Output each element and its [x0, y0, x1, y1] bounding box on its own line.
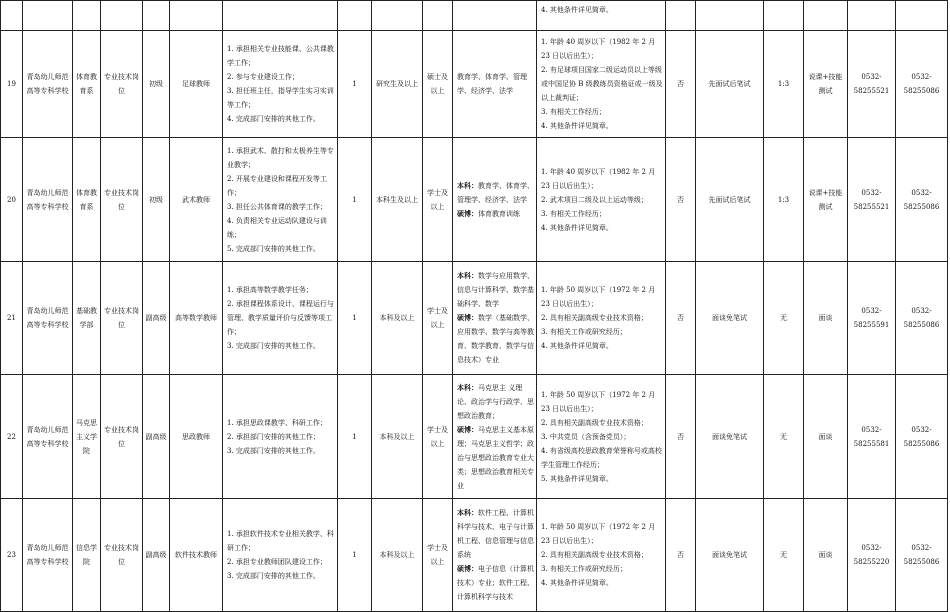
exam-mode: 先面试后笔试 — [696, 138, 764, 262]
table-row — [1, 262, 948, 375]
requirement-line: 4. 其他条件详见简章。 — [541, 122, 613, 130]
requirement-line: 3. 有相关工作经历； — [541, 108, 606, 116]
post-category: 专业技术岗位 — [101, 499, 143, 612]
row-number: 19 — [1, 31, 23, 138]
requirement-line: 4. 其他条件详见简章。 — [541, 342, 613, 350]
duties-cell — [223, 375, 338, 499]
post-name: 武术教师 — [170, 138, 223, 262]
requirement-line: 4. 其他条件详见简章。 — [541, 6, 613, 14]
requirement-line: 1. 年龄 50 周岁以下（1972 年 2 月 23 日以后出生）； — [541, 390, 656, 413]
post-name: 思政教师 — [170, 375, 223, 499]
major-text: 教育学、体育学、管理学、经济学、法学 — [457, 73, 527, 95]
post-name: 软件技术教师 — [170, 499, 223, 612]
post-level: 初级 — [143, 138, 170, 262]
duty-line: 2. 承担课程体系设计、课程运行与管理、教学质量评价与反馈等项工作； — [227, 300, 334, 336]
duties-cell — [223, 138, 338, 262]
requirements-cell — [537, 499, 666, 612]
interview-form: 面谈 — [804, 499, 848, 612]
education: 本科及以上 — [372, 499, 423, 612]
major-cell — [453, 31, 537, 138]
major-grad-label: 硕博： — [457, 564, 478, 573]
requirements-cell — [537, 31, 666, 138]
duty-line: 3. 完成部门安排的其他工作。 — [227, 572, 320, 580]
major-grad-text: 数学（基础数学、应用数学、数学与高等教育、数学教育、数学与信息技术）专业 — [457, 314, 534, 364]
requirement-line: 3. 有相关工作或研究经历； — [541, 328, 627, 336]
department: 马克思主义学院 — [73, 375, 101, 499]
education: 本科及以上 — [372, 375, 423, 499]
requirements-cell — [537, 375, 666, 499]
employer-unit: 青岛幼儿师范高等专科学校 — [23, 138, 73, 262]
duty-line: 4. 负责相关专业运动队建设与训练； — [227, 216, 327, 239]
post-category: 专业技术岗位 — [101, 375, 143, 499]
interview-ratio: 无 — [764, 375, 804, 499]
post-level: 初级 — [143, 31, 170, 138]
education: 本科及以上 — [372, 262, 423, 375]
requirement-line: 3. 中共党员（含预备党员）； — [541, 432, 631, 441]
major-grad-text: 电子信息（计算机技术）专业；软件工程、计算机科学与技术 — [457, 565, 534, 601]
major-undergrad-text: 数学与应用数学、信息与计算科学、数学基础科学、数学 — [457, 272, 534, 308]
row-number: 21 — [1, 262, 23, 375]
major-cell — [453, 375, 537, 499]
requirements-cell — [537, 138, 666, 262]
post-category: 专业技术岗位 — [101, 138, 143, 262]
row-number: 23 — [1, 499, 23, 612]
interview-form: 面谈 — [804, 262, 848, 375]
major-grad-label: 硕博： — [457, 424, 478, 434]
duty-line: 3. 担任班主任，指导学生实习实训等工作； — [227, 87, 334, 109]
requirement-line: 4. 有省级高校思政教育荣誉称号或高校学生管理工作经历； — [541, 446, 662, 469]
supervise-phone: 0532-58255086 — [896, 375, 948, 499]
duty-line: 2. 开展专业建设和课程开发等工作； — [227, 174, 327, 197]
major-undergrad-label: 本科： — [457, 180, 478, 190]
duty-line: 2. 承担部门安排的其他工作； — [227, 432, 320, 441]
interview-form: 说课+技能测试 — [804, 138, 848, 262]
direct-assessment: 否 — [666, 375, 696, 499]
direct-assessment: 否 — [666, 499, 696, 612]
requirement-line: 4. 其他条件详见简章。 — [541, 579, 613, 587]
duties-cell — [223, 262, 338, 375]
department: 体育教育系 — [73, 31, 101, 138]
supervise-phone: 0532-58255086 — [896, 499, 948, 612]
duty-line: 3. 完成部门安排的其他工作。 — [227, 446, 320, 455]
employer-unit: 青岛幼儿师范高等专科学校 — [23, 262, 73, 375]
degree: 学士及以上 — [423, 499, 453, 612]
consult-phone: 0532-58255581 — [848, 375, 896, 499]
exam-mode: 面谈免笔试 — [696, 375, 764, 499]
requirement-line: 2. 武术项目二级及以上运动等级； — [541, 195, 648, 204]
major-undergrad-label: 本科： — [457, 382, 478, 392]
major-grad-label: 硕博： — [457, 208, 478, 218]
post-name: 足球教师 — [170, 31, 223, 138]
direct-assessment: 否 — [666, 262, 696, 375]
major-undergrad — [457, 269, 534, 311]
requirement-line: 1. 年龄 50 周岁以下（1972 年 2 月 23 日以后出生）； — [541, 523, 656, 545]
education: 本科生及以上 — [372, 138, 423, 262]
post-level: 副高级 — [143, 262, 170, 375]
requirement-line: 1. 年龄 40 周岁以下（1982 年 2 月 23 日以后出生）； — [541, 38, 656, 60]
direct-assessment: 否 — [666, 31, 696, 138]
requirement-line: 3. 有相关工作或研究经历； — [541, 565, 627, 573]
duty-line: 1. 承担武术、散打和太极养生等专业教学； — [227, 146, 334, 169]
major-cell — [453, 138, 537, 262]
major-grad — [457, 562, 534, 604]
table-row — [1, 375, 948, 499]
duty-line: 1. 承担思政课教学、科研工作； — [227, 418, 327, 427]
major-grad-label: 硕博： — [457, 313, 478, 322]
degree: 学士及以上 — [423, 375, 453, 499]
supervise-phone: 0532-58255086 — [896, 262, 948, 375]
exam-mode: 面谈免笔试 — [696, 499, 764, 612]
post-level: 副高级 — [143, 499, 170, 612]
hire-count: 1 — [338, 138, 372, 262]
requirement-line: 2. 具有相关副高级专业技术资格； — [541, 418, 648, 427]
consult-phone: 0532-58255591 — [848, 262, 896, 375]
major-undergrad-text: 马克思主 义理论、政治学与行政学、思想政治教育； — [457, 383, 534, 420]
duty-line: 3. 担任公共体育课的教学工作； — [227, 202, 327, 211]
duty-line: 1. 承担高等数学教学任务； — [227, 286, 313, 294]
table-row — [1, 138, 948, 262]
major-undergrad-text: 软件工程、计算机科学与技术、电子与计算机工程、信息管理与信息系统 — [457, 509, 534, 559]
hire-count: 1 — [338, 262, 372, 375]
interview-ratio: 无 — [764, 262, 804, 375]
major-undergrad — [457, 179, 534, 207]
major-undergrad — [457, 381, 534, 423]
post-category: 专业技术岗位 — [101, 31, 143, 138]
degree: 硕士及以上 — [423, 31, 453, 138]
duties-cell — [223, 31, 338, 138]
major-grad — [457, 423, 534, 493]
hire-count: 1 — [338, 375, 372, 499]
consult-phone: 0532-58255220 — [848, 499, 896, 612]
duties-cell — [223, 499, 338, 612]
department: 信息学院 — [73, 499, 101, 612]
requirement-line: 3. 有相关工作经历； — [541, 209, 606, 218]
exam-mode: 先面试后笔试 — [696, 31, 764, 138]
duty-line: 1. 承担相关专业技能课、公共课教学工作； — [227, 45, 334, 67]
department: 体育教育系 — [73, 138, 101, 262]
direct-assessment: 否 — [666, 138, 696, 262]
hire-count: 1 — [338, 499, 372, 612]
employer-unit: 青岛幼儿师范高等专科学校 — [23, 499, 73, 612]
requirement-line: 5. 其他条件详见简章。 — [541, 474, 613, 483]
major-grad-text: 体育教育训练 — [478, 209, 520, 218]
major-undergrad-label: 本科： — [457, 271, 478, 280]
requirement-line: 1. 年龄 50 周岁以下（1972 年 2 月 23 日以后出生）； — [541, 286, 656, 308]
requirement-line: 1. 年龄 40 周岁以下（1982 年 2 月 23 日以后出生）； — [541, 167, 656, 190]
interview-form: 面谈 — [804, 375, 848, 499]
major-undergrad-label: 本科： — [457, 508, 478, 517]
table-row-partial — [1, 1, 948, 31]
degree: 学士及以上 — [423, 138, 453, 262]
requirements-cell — [537, 262, 666, 375]
exam-mode: 面谈免笔试 — [696, 262, 764, 375]
major-grad — [457, 311, 534, 367]
consult-phone: 0532-58255521 — [848, 31, 896, 138]
table-row — [1, 499, 948, 612]
post-level: 副高级 — [143, 375, 170, 499]
requirement-line: 2. 有足球项目国家二级运动员以上等级或中国足协 B 级教练员资格证或一级及以上裁判证； — [541, 66, 663, 102]
duty-line: 3. 完成部门安排的其他工作。 — [227, 342, 320, 350]
interview-ratio: 1:3 — [764, 31, 804, 138]
requirement-line: 2. 具有相关副高级专业技术资格； — [541, 551, 648, 559]
row-number: 22 — [1, 375, 23, 499]
major-undergrad-text: 教育学、体育学、管理学、经济学、法学 — [457, 181, 534, 204]
post-name: 高等数学教师 — [170, 262, 223, 375]
requirement-line: 4. 其他条件详见简章。 — [541, 223, 613, 232]
row-number: 20 — [1, 138, 23, 262]
department: 基础教学部 — [73, 262, 101, 375]
hire-count: 1 — [338, 31, 372, 138]
employer-unit: 青岛幼儿师范高等专科学校 — [23, 375, 73, 499]
major-grad — [457, 207, 534, 221]
interview-ratio: 1:3 — [764, 138, 804, 262]
duty-line: 2. 承担专业教师团队建设工作； — [227, 558, 327, 566]
major-grad-text: 马克思主义基本原理；马克思主义哲学；政治与思想政治教育专业大类；思想政治教育相关专业 — [457, 425, 534, 490]
table-row — [1, 31, 948, 138]
duty-line: 5. 完成部门安排的其他工作。 — [227, 244, 320, 253]
degree: 学士及以上 — [423, 262, 453, 375]
requirement-line: 2. 具有相关副高级专业技术资格； — [541, 314, 648, 322]
supervise-phone: 0532-58255086 — [896, 31, 948, 138]
major-cell — [453, 499, 537, 612]
duty-line: 1. 承担软件技术专业相关教学、科研工作； — [227, 530, 334, 552]
duty-line: 4. 完成部门安排的其他工作。 — [227, 115, 320, 123]
duty-line: 2. 参与专业建设工作； — [227, 73, 299, 81]
consult-phone: 0532-58255521 — [848, 138, 896, 262]
education: 研究生及以上 — [372, 31, 423, 138]
interview-ratio: 无 — [764, 499, 804, 612]
interview-form: 说课+技能测试 — [804, 31, 848, 138]
major-cell — [453, 262, 537, 375]
post-category: 专业技术岗位 — [101, 262, 143, 375]
major-undergrad — [457, 506, 534, 562]
employer-unit: 青岛幼儿师范高等专科学校 — [23, 31, 73, 138]
supervise-phone: 0532-58255086 — [896, 138, 948, 262]
